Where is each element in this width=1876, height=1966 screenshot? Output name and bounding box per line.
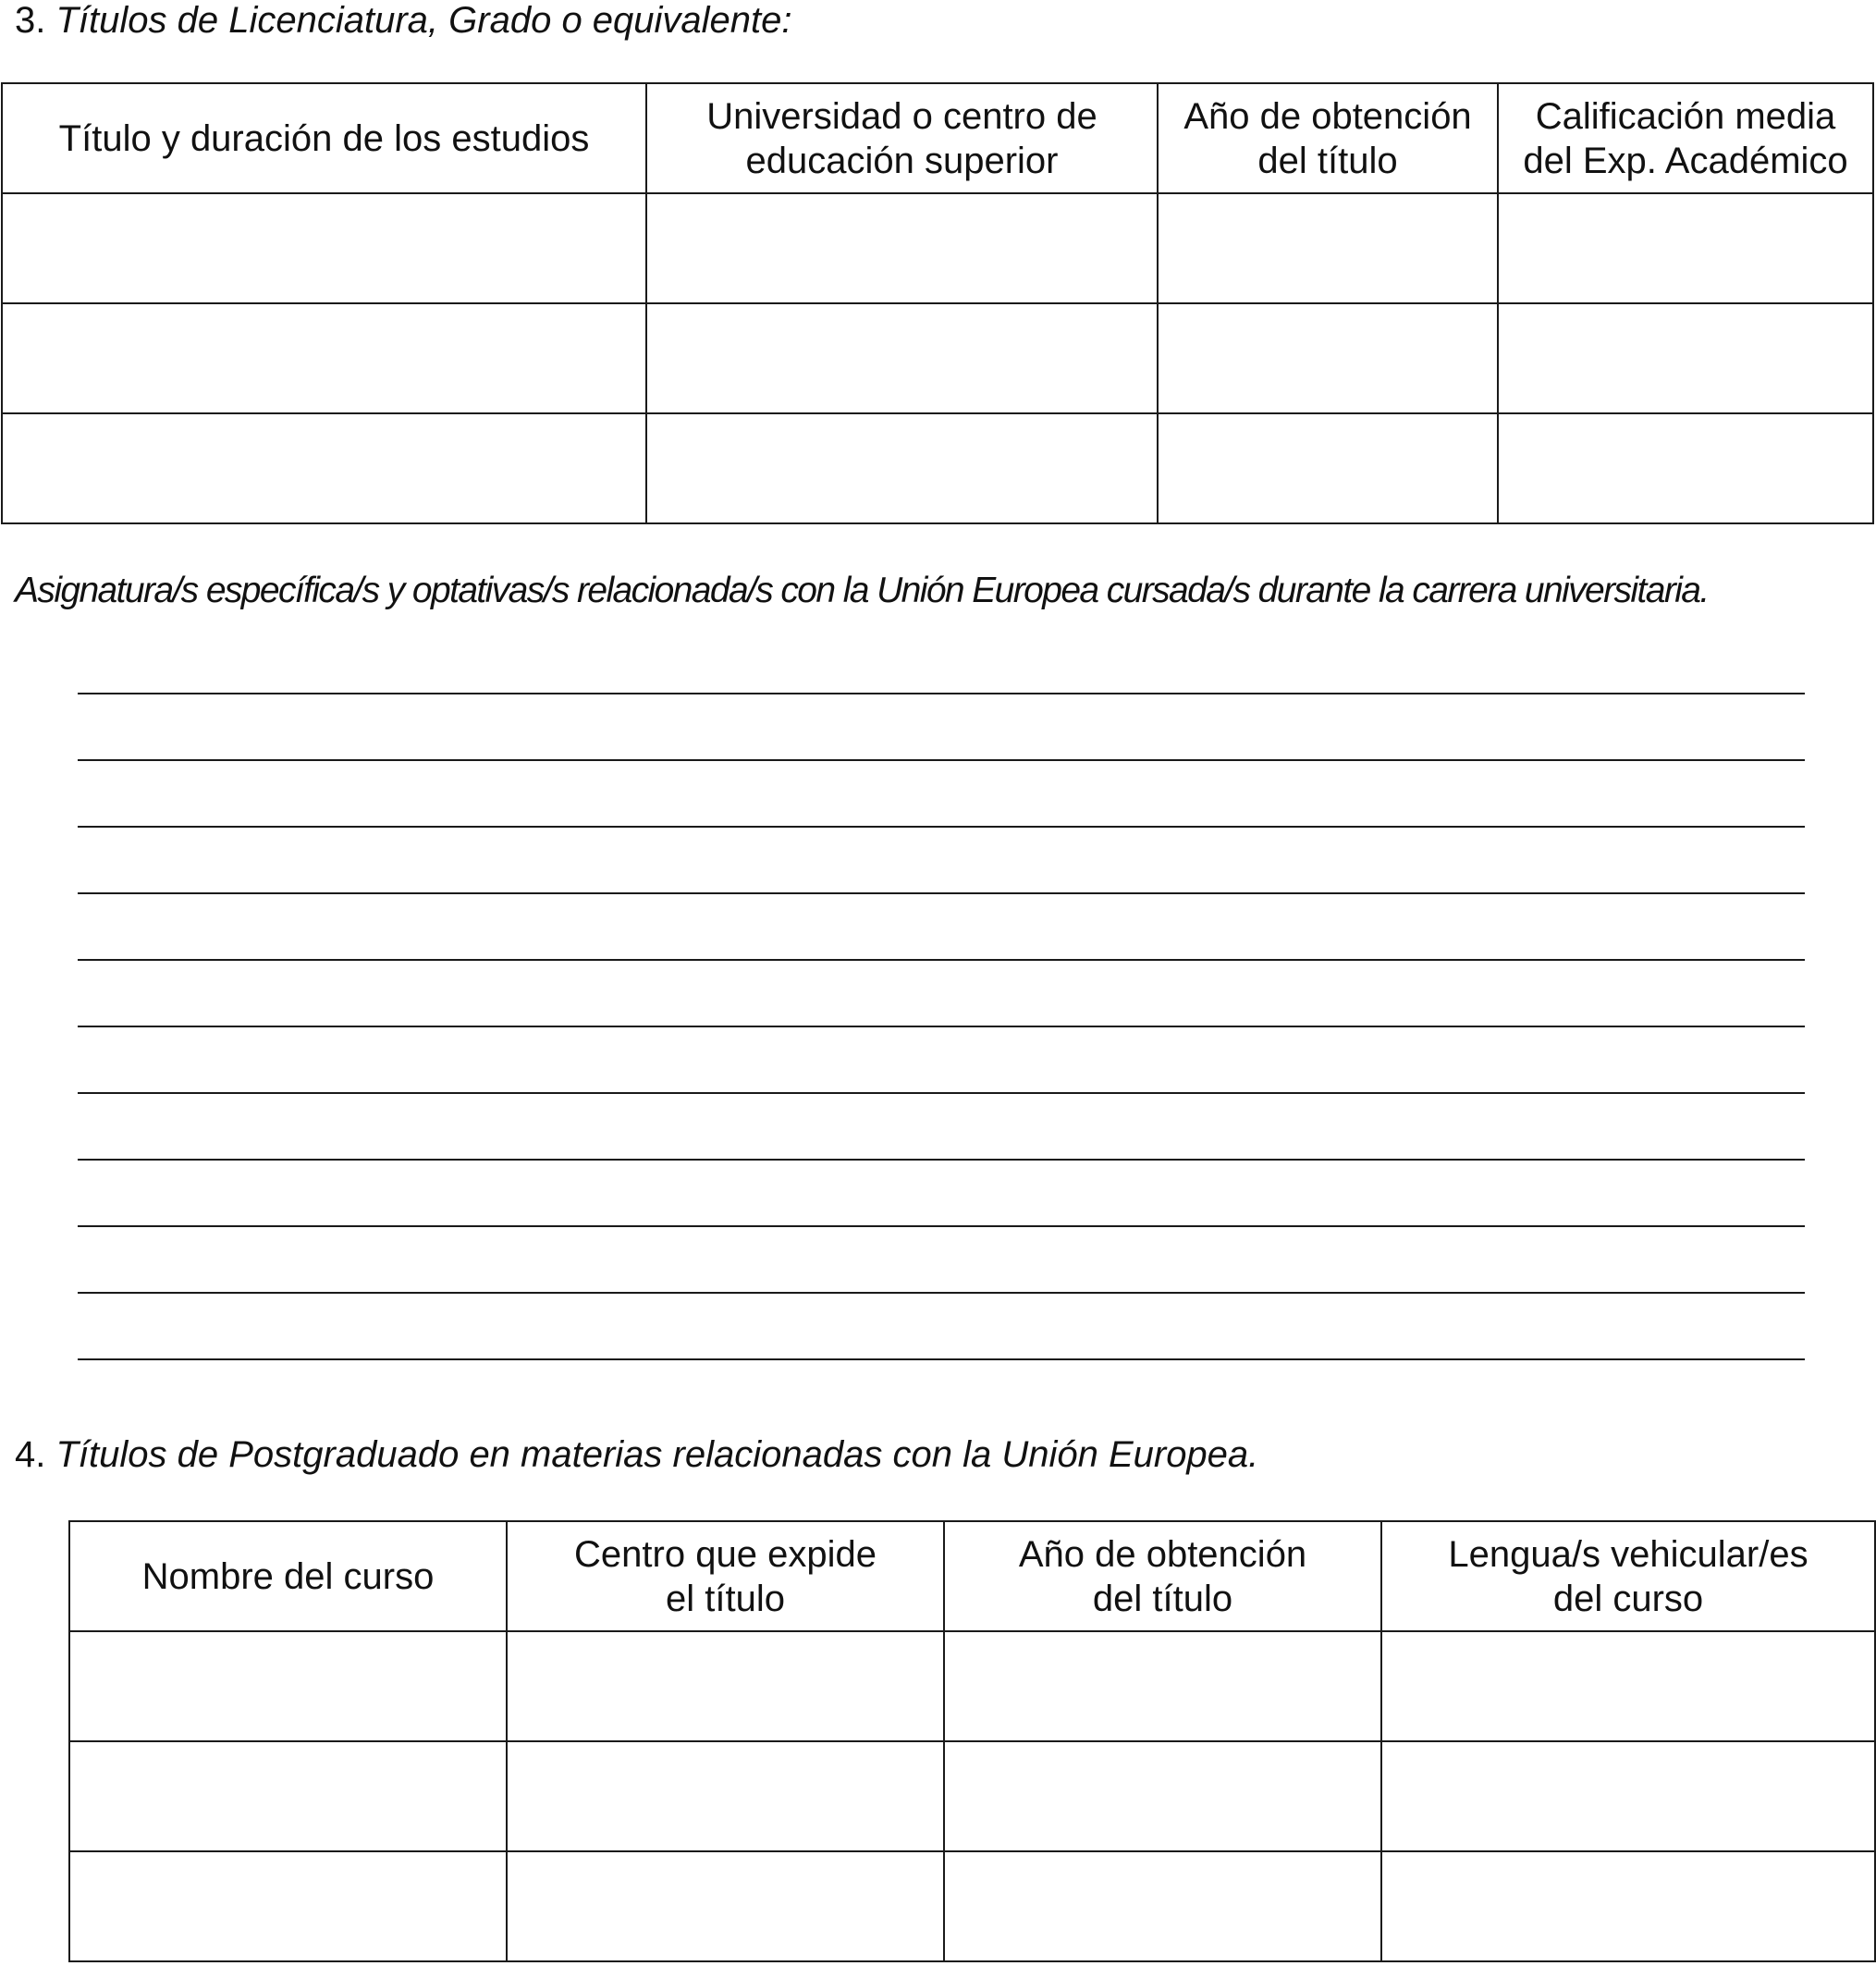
blank-line[interactable]: [78, 892, 1805, 894]
section-4-title: Títulos de Postgraduado en materias relacionadas con la Unión Europea.: [55, 1434, 1259, 1475]
university-cell[interactable]: [646, 303, 1158, 413]
header-course-language: [1381, 1521, 1875, 1631]
blank-line[interactable]: [78, 1092, 1805, 1094]
grade-cell[interactable]: [1498, 193, 1873, 303]
section-4-number: 4.: [15, 1434, 46, 1475]
header-label: Año de obtención del título: [1183, 95, 1472, 181]
degree-title-cell[interactable]: [2, 303, 646, 413]
table-header-row: [69, 1521, 1875, 1631]
language-cell[interactable]: [1381, 1741, 1875, 1851]
year-cell[interactable]: [1158, 303, 1498, 413]
blank-line[interactable]: [78, 759, 1805, 761]
section-3-heading: [15, 2, 792, 39]
header-label: Universidad o centro de educación superior: [706, 95, 1097, 181]
course-name-cell[interactable]: [69, 1631, 507, 1741]
blank-line[interactable]: [78, 1159, 1805, 1161]
grade-cell[interactable]: [1498, 303, 1873, 413]
table-row: [69, 1741, 1875, 1851]
issuing-center-cell[interactable]: [507, 1631, 944, 1741]
university-cell[interactable]: [646, 413, 1158, 523]
section-4-heading: [15, 1436, 1258, 1473]
blank-line[interactable]: [78, 1225, 1805, 1227]
blank-line[interactable]: [78, 959, 1805, 961]
header-degree-title: [2, 83, 646, 193]
table-header-row: [2, 83, 1873, 193]
header-label: Calificación media del Exp. Académico: [1523, 95, 1848, 181]
header-year-obtained: [1158, 83, 1498, 193]
table-row: [69, 1851, 1875, 1961]
header-year-obtained: [944, 1521, 1381, 1631]
table-row: [69, 1631, 1875, 1741]
issuing-center-cell[interactable]: [507, 1741, 944, 1851]
grade-cell[interactable]: [1498, 413, 1873, 523]
blank-line[interactable]: [78, 1292, 1805, 1294]
year-cell[interactable]: [1158, 413, 1498, 523]
degree-title-cell[interactable]: [2, 413, 646, 523]
header-label: Centro que expide el título: [574, 1533, 877, 1619]
subjects-label: Asignatura/s específica/s y optativas/s relacionada/s con la Unión Europea cursada/s durante la carrera universitaria.: [15, 571, 1709, 610]
header-average-grade: [1498, 83, 1873, 193]
degree-title-cell[interactable]: [2, 193, 646, 303]
table-row: [2, 303, 1873, 413]
section-3-number: 3.: [15, 0, 46, 41]
year-cell[interactable]: [1158, 193, 1498, 303]
year-cell[interactable]: [944, 1631, 1381, 1741]
header-label: Nombre del curso: [141, 1555, 435, 1597]
course-name-cell[interactable]: [69, 1851, 507, 1961]
university-cell[interactable]: [646, 193, 1158, 303]
year-cell[interactable]: [944, 1741, 1381, 1851]
blank-line[interactable]: [78, 1358, 1805, 1360]
header-label: Lengua/s vehicular/es del curso: [1448, 1533, 1809, 1619]
header-course-name: [69, 1521, 507, 1631]
course-name-cell[interactable]: [69, 1741, 507, 1851]
year-cell[interactable]: [944, 1851, 1381, 1961]
header-university: [646, 83, 1158, 193]
blank-line[interactable]: [78, 1026, 1805, 1027]
issuing-center-cell[interactable]: [507, 1851, 944, 1961]
header-label: Título y duración de los estudios: [58, 117, 590, 159]
table-row: [2, 413, 1873, 523]
degrees-table: [1, 82, 1874, 524]
section-3-title: Títulos de Licenciatura, Grado o equivalente:: [55, 0, 792, 41]
postgraduate-table: [68, 1520, 1876, 1962]
header-issuing-center: [507, 1521, 944, 1631]
language-cell[interactable]: [1381, 1851, 1875, 1961]
blank-line[interactable]: [78, 693, 1805, 694]
blank-line[interactable]: [78, 826, 1805, 828]
table-row: [2, 193, 1873, 303]
language-cell[interactable]: [1381, 1631, 1875, 1741]
header-label: Año de obtención del título: [1018, 1533, 1307, 1619]
